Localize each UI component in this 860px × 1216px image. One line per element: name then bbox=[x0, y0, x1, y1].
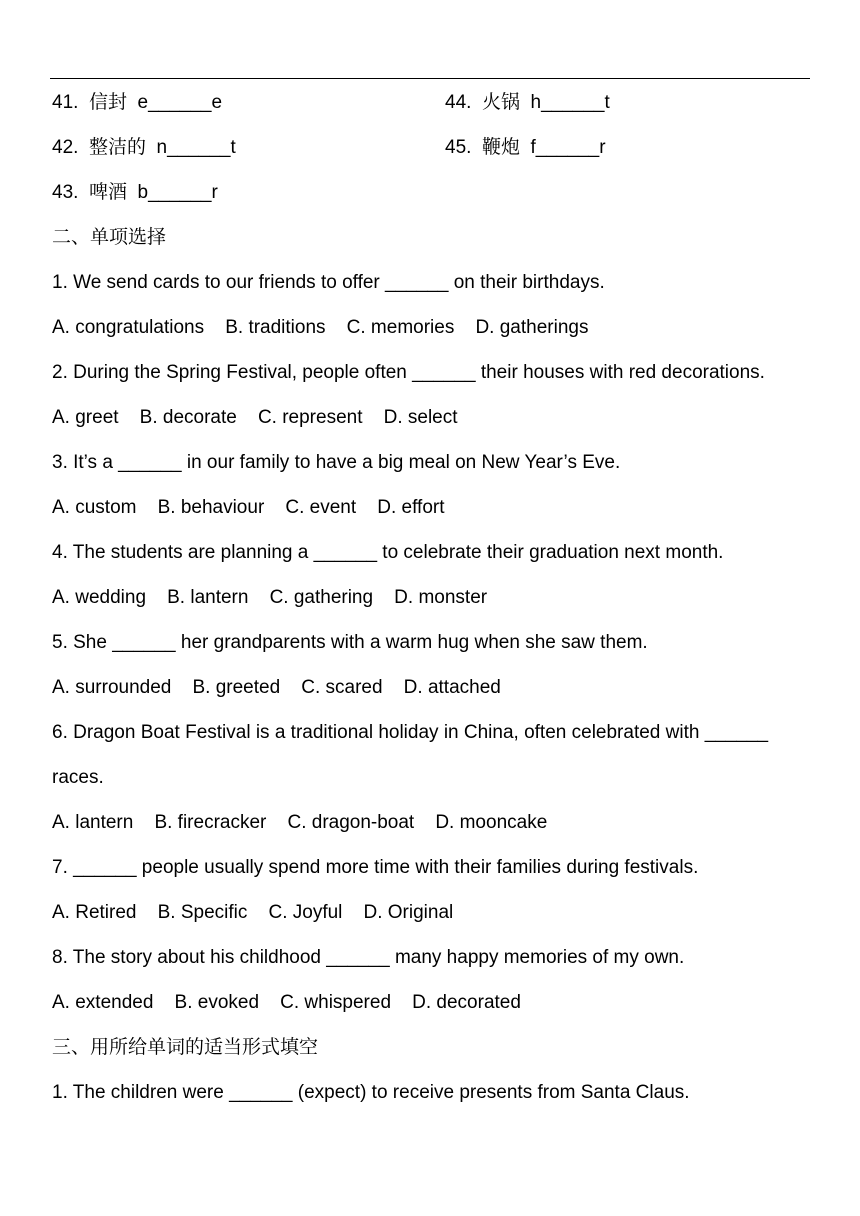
vocab-item-42: 42. 整洁的 n______t bbox=[52, 137, 236, 158]
vocab-item-43: 43. 啤酒 b______r bbox=[52, 182, 218, 203]
vocab-item-41: 41. 信封 e______e bbox=[52, 92, 223, 113]
worksheet-body bbox=[52, 223, 822, 1123]
question-options-1: A. congratulations B. traditions C. memories D. gatherings bbox=[52, 317, 589, 338]
question-stem-8: 8. The story about his childhood ______ many happy memories of my own. bbox=[52, 947, 685, 968]
question-options-5: A. surrounded B. greeted C. scared D. attached bbox=[52, 677, 501, 698]
question-stem-6: 6. Dragon Boat Festival is a traditional holiday in China, often celebrated with ______ bbox=[52, 722, 769, 743]
question-options-3: A. custom B. behaviour C. event D. effort bbox=[52, 497, 445, 518]
question-stem-2: 2. During the Spring Festival, people often ______ their houses with red decorations. bbox=[52, 362, 765, 383]
question-options-6: A. lantern B. firecracker C. dragon-boat D. mooncake bbox=[52, 812, 548, 833]
section-heading-word-forms: 三、用所给单词的适当形式填空 bbox=[52, 1037, 319, 1058]
question-stem-1: 1. We send cards to our friends to offer ______ on their birthdays. bbox=[52, 272, 605, 293]
question-options-4: A. wedding B. lantern C. gathering D. monster bbox=[52, 587, 488, 608]
vocab-item-45: 45. 鞭炮 f______r bbox=[445, 137, 606, 158]
question-stem-7: 7. ______ people usually spend more time with their families during festivals. bbox=[52, 857, 699, 878]
vocabulary-section bbox=[52, 88, 812, 223]
question-options-8: A. extended B. evoked C. whispered D. decorated bbox=[52, 992, 521, 1013]
question-options-7: A. Retired B. Specific C. Joyful D. Original bbox=[52, 902, 454, 923]
section-heading-multiple-choice: 二、单项选择 bbox=[52, 227, 167, 248]
question-stem-6-continued: races. bbox=[52, 767, 104, 788]
question-stem-4: 4. The students are planning a ______ to celebrate their graduation next month. bbox=[52, 542, 724, 563]
question-options-2: A. greet B. decorate C. represent D. select bbox=[52, 407, 458, 428]
question-stem-5: 5. She ______ her grandparents with a warm hug when she saw them. bbox=[52, 632, 648, 653]
fill-in-question-1: 1. The children were ______ (expect) to receive presents from Santa Claus. bbox=[52, 1082, 690, 1103]
header-rule bbox=[50, 78, 810, 79]
vocab-item-44: 44. 火锅 h______t bbox=[445, 92, 610, 113]
question-stem-3: 3. It’s a ______ in our family to have a big meal on New Year’s Eve. bbox=[52, 452, 621, 473]
